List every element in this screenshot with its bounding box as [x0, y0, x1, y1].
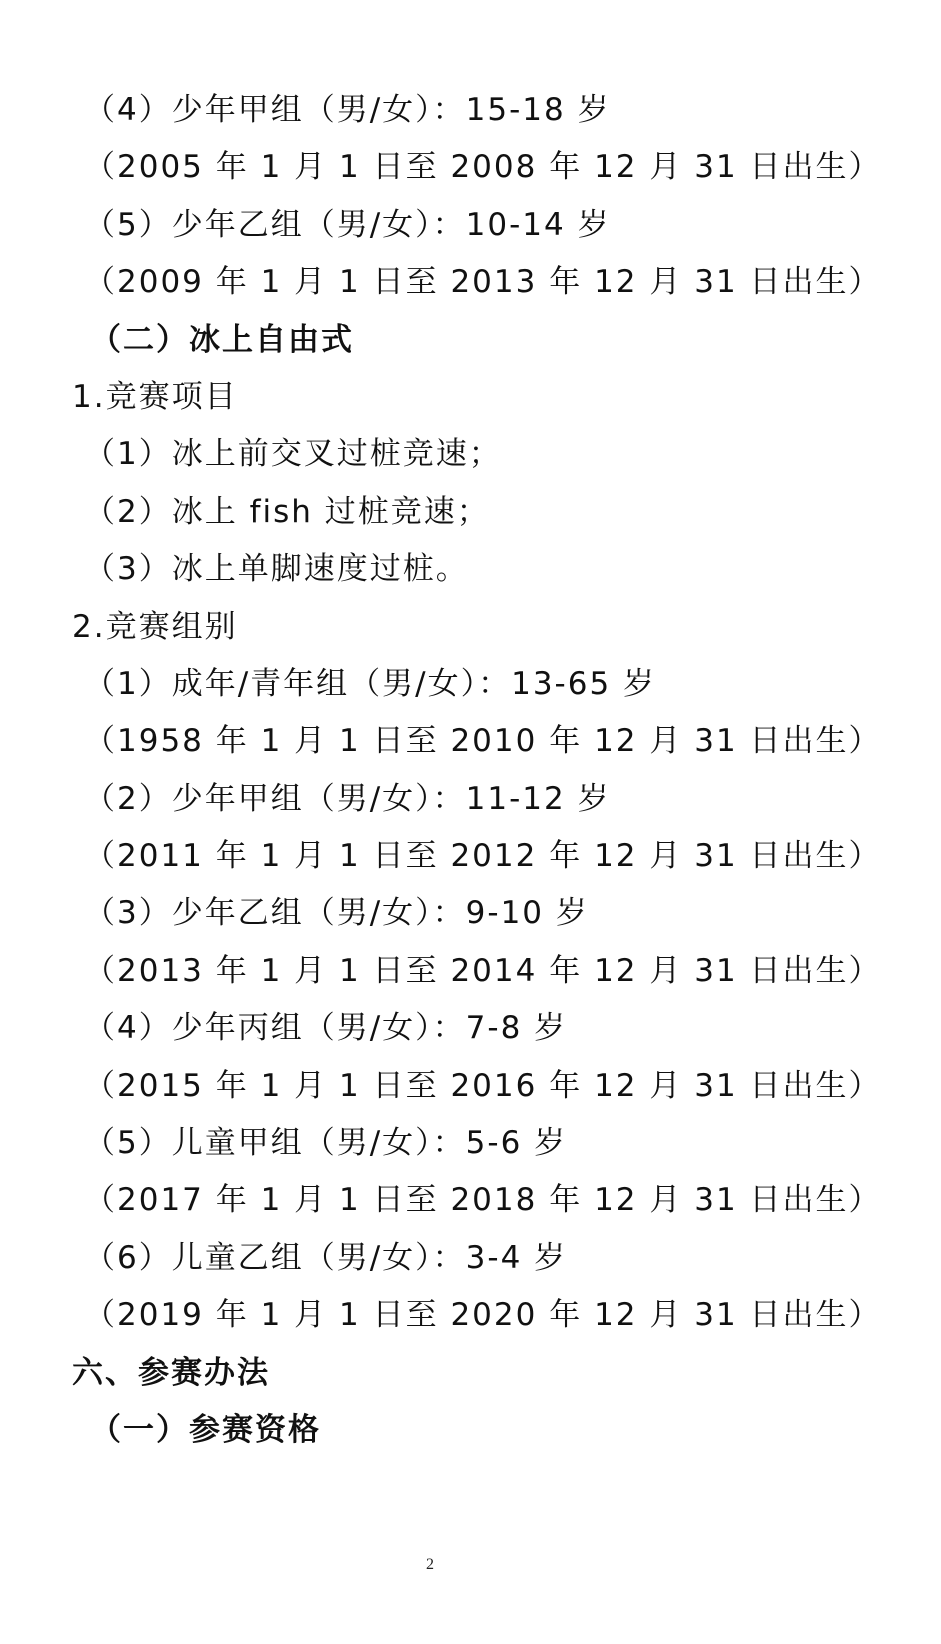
subsection-heading: （一）参赛资格	[90, 1411, 321, 1448]
group-line: （1）成年/青年组（男/女）：13-65 岁	[84, 665, 657, 702]
event-line: （3）冰上单脚速度过桩。	[84, 551, 469, 588]
group-line: （2）少年甲组（男/女）：11-12 岁	[84, 780, 611, 817]
document-body	[0, 82, 941, 1459]
numbered-heading: 1.竞赛项目	[72, 378, 238, 415]
birth-range-line: （2017 年 1 月 1 日至 2018 年 12 月 31 日出生）	[84, 1182, 882, 1219]
page-number: 2	[426, 1556, 434, 1573]
event-line: （1）冰上前交叉过桩竞速；	[84, 436, 502, 473]
group-line: （6）儿童乙组（男/女）：3-4 岁	[84, 1239, 568, 1276]
birth-range-line: （1958 年 1 月 1 日至 2010 年 12 月 31 日出生）	[84, 723, 882, 760]
birth-range-line: （2011 年 1 月 1 日至 2012 年 12 月 31 日出生）	[84, 838, 882, 875]
section-heading: 六、参赛办法	[72, 1354, 270, 1391]
group-line: （4）少年甲组（男/女）：15-18 岁	[84, 92, 611, 128]
group-line: （4）少年丙组（男/女）：7-8 岁	[84, 1010, 568, 1047]
group-line: （5）少年乙组（男/女）：10-14 岁	[84, 206, 611, 243]
birth-range-line: （2015 年 1 月 1 日至 2016 年 12 月 31 日出生）	[84, 1067, 882, 1104]
group-line: （5）儿童甲组（男/女）：5-6 岁	[84, 1125, 568, 1162]
subsection-heading: （二）冰上自由式	[90, 321, 354, 358]
birth-range-line: （2013 年 1 月 1 日至 2014 年 12 月 31 日出生）	[84, 952, 882, 989]
event-line: （2）冰上 fish 过桩竞速；	[84, 493, 490, 530]
birth-range-line: （2019 年 1 月 1 日至 2020 年 12 月 31 日出生）	[84, 1297, 882, 1334]
birth-range-line: （2009 年 1 月 1 日至 2013 年 12 月 31 日出生）	[84, 264, 882, 301]
numbered-heading: 2.竞赛组别	[72, 608, 238, 645]
birth-range-line: （2005 年 1 月 1 日至 2008 年 12 月 31 日出生）	[84, 149, 882, 186]
group-line: （3）少年乙组（男/女）：9-10 岁	[84, 895, 589, 932]
